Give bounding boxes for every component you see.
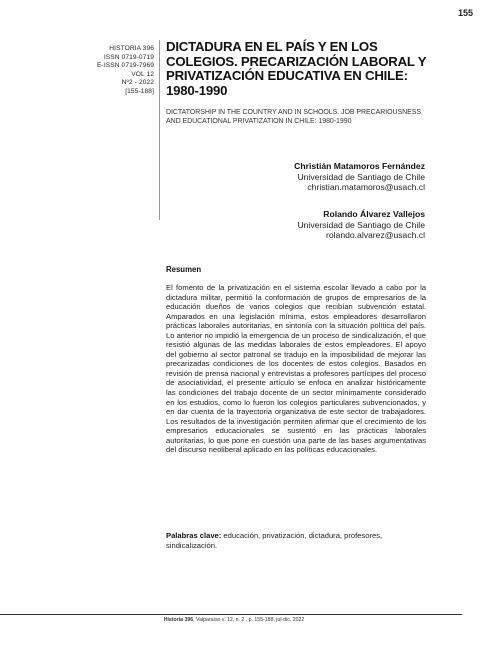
author-name: Christián Matamoros Fernández xyxy=(294,161,425,171)
author-name: Rolando Álvarez Vallejos xyxy=(323,209,425,219)
footer-divider xyxy=(0,614,462,615)
vertical-divider xyxy=(159,40,160,220)
author-affiliation: Universidad de Santiago de Chile xyxy=(297,219,425,230)
article-subtitle-english: DICTATORSHIP IN THE COUNTRY AND IN SCHOOLS. JOB PRECARIOUSNESS AND EDUCATIONAL PRIVATIZATION IN CHILE: 1980-1990 xyxy=(166,109,422,125)
author-email[interactable]: rolando.alvarez@usach.cl xyxy=(325,230,425,241)
footer-citation xyxy=(0,617,468,623)
author-block xyxy=(225,161,425,193)
journal-metadata xyxy=(72,45,154,97)
keywords xyxy=(166,531,426,550)
volume: VOL 12 xyxy=(131,70,154,78)
issn: ISSN 0719-0719 xyxy=(103,53,154,61)
abstract-heading: Resumen xyxy=(166,265,202,274)
footer-citation-details: , Valparaíso v. 12, n. 2 , p. 155-188, jul-dic. 2022 xyxy=(193,617,305,623)
issue-number: Nº2 - 2022 xyxy=(121,79,154,87)
keywords-list: educación, privatización, dictadura, profesores, sindicalización. xyxy=(166,531,383,550)
keywords-label: Palabras clave: xyxy=(166,531,222,540)
author-email[interactable]: christian.matamoros@usach.cl xyxy=(307,182,425,193)
article-title: DICTADURA EN EL PAÍS Y EN LOS COLEGIOS. PRECARIZACIÓN LABORAL Y PRIVATIZACIÓN EDUCATIVA EN CHILE: 1980-1990 xyxy=(166,39,427,98)
journal-name: HISTORIA 396 xyxy=(109,45,154,52)
author-block xyxy=(225,209,425,241)
abstract-body: El fomento de la privatización en el sistema escolar llevado a cabo por la dictadura militar, permitió la conformación de grupos de empresarios de la educación dueños de varios colegios que recibían subvención estatal. Amparados en una legislación mínima, estos empleadores desarrollaron prácticas laborales autoritarias, en sintonía con la situación política del país. Lo anterior no impidió la emergencia de un proceso de sindicalización, el que resistió algunas de las medidas laborales de estos empleadores. El apoyo del gobierno al sector patronal se tradujo en la imposibilidad de mejorar las precarizadas condiciones de los docentes de estos colegios. Basados en revisión de prensa nacional y entrevistas a profesores partícipes del proceso de asociatividad, el presente artículo se enfoca en analizar históricamente las condiciones del trabajo docente de un sector mínimamente considerado en los estudios, como lo fueron los colegios particulares subvencionados, y en dar cuenta de la trayectoria organizativa de este sector de trabajadores. Los resultados de la investigación permiten afirmar que el crecimiento de los empresarios educacionales se sustentó en las prácticas laborales autoritarias, lo que pone en cuestión una parte de las bases argumentativas del discurso neoliberal aplicado en las políticas educacionales. xyxy=(166,283,426,455)
page-number: 155 xyxy=(457,8,473,18)
page-range: [155-188] xyxy=(125,87,154,95)
e-issn: E-ISSN 0719-7969 xyxy=(97,62,154,70)
footer-journal-name: Historia 396 xyxy=(163,617,194,623)
author-affiliation: Universidad de Santiago de Chile xyxy=(297,171,425,182)
